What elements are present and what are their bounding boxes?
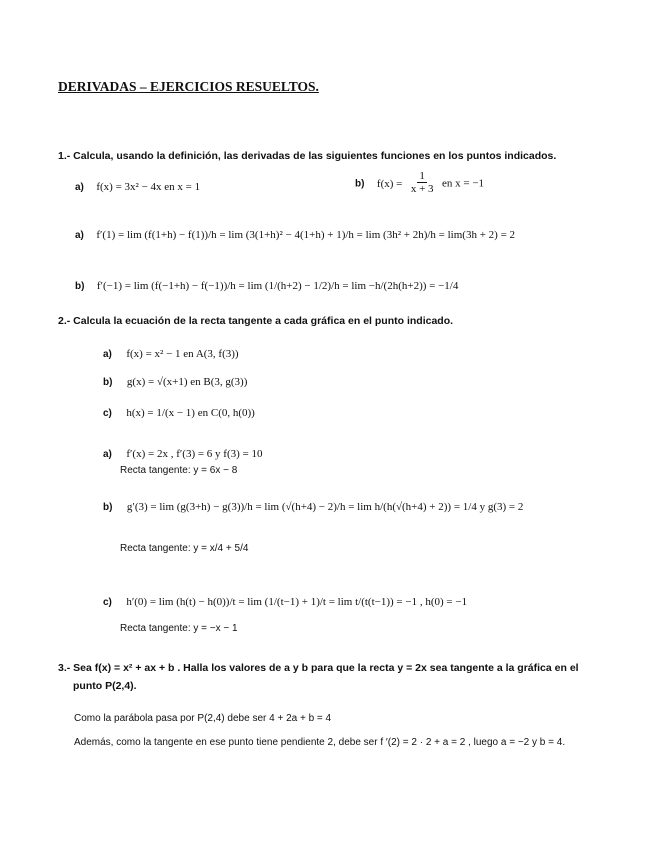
question-3-statement-line2: punto P(2,4). <box>73 680 137 692</box>
q1-solution-b <box>75 276 458 294</box>
question-3-statement-line1: 3.- Sea f(x) = x² + ax + b . Halla los valores de a y b para que la recta y = 2x sea tangente a la gráfica en el <box>58 662 579 674</box>
q2-tangent-b: Recta tangente: y = x/4 + 5/4 <box>120 543 249 554</box>
question-1-statement: 1.- Calcula, usando la definición, las derivadas de las siguientes funciones en los puntos indicados. <box>58 150 557 162</box>
q1-b-numerator: 1 <box>419 170 425 182</box>
q2-solution-a <box>103 444 263 462</box>
q1-b-label: b) <box>355 178 365 190</box>
q2-item-a <box>103 344 239 362</box>
q2-solution-c <box>103 592 467 610</box>
q1-sol-b-text: f′(−1) = lim (f(−1+h) − f(−1))/h = lim (1/(h+2) − 1/2)/h = lim −h/(2h(h+2)) = −1/4 <box>96 280 459 292</box>
q2-sol-a-text: f′(x) = 2x , f′(3) = 6 y f(3) = 10 <box>126 448 263 460</box>
q1-a-function: f(x) = 3x² − 4x en x = 1 <box>96 181 201 193</box>
q2-b-label: b) <box>103 377 113 388</box>
q2-sol-b-text: g′(3) = lim (g(3+h) − g(3))/h = lim (√(h+4) − 2)/h = lim h/(h(√(h+4) + 2)) = 1/4 y g(3) = 2 <box>126 501 524 513</box>
q2-a-label: a) <box>103 349 112 360</box>
q3-solution-line2: Además, como la tangente en ese punto tiene pendiente 2, debe ser f ′(2) = 2 · 2 + a = 2 , luego a = −2 y b = 4. <box>74 737 566 748</box>
question-2-statement: 2.- Calcula la ecuación de la recta tangente a cada gráfica en el punto indicado. <box>58 315 454 327</box>
q2-sol-b-label: b) <box>103 502 113 513</box>
q2-sol-c-label: c) <box>103 597 112 608</box>
q2-tangent-a: Recta tangente: y = 6x − 8 <box>120 465 238 476</box>
q2-b-text: g(x) = √(x+1) en B(3, g(3)) <box>126 376 248 388</box>
q2-item-c <box>103 403 255 421</box>
q2-c-label: c) <box>103 408 112 419</box>
q1-sol-b-label: b) <box>75 281 85 292</box>
q1-solution-a <box>75 225 515 243</box>
q2-a-text: f(x) = x² − 1 en A(3, f(3)) <box>126 348 239 360</box>
q3-solution-line1: Como la parábola pasa por P(2,4) debe ser 4 + 2a + b = 4 <box>74 713 332 724</box>
q1-item-b <box>355 170 484 195</box>
q2-sol-a-label: a) <box>103 449 112 460</box>
q2-item-b <box>103 372 247 390</box>
q2-c-text: h(x) = 1/(x − 1) en C(0, h(0)) <box>126 407 255 419</box>
q1-b-function-lhs: f(x) = <box>376 177 403 190</box>
q1-b-fraction <box>409 170 436 195</box>
q1-sol-a-text: f′(1) = lim (f(1+h) − f(1))/h = lim (3(1+h)² − 4(1+h) + 1)/h = lim (3h² + 2h)/h = lim(3h + 2) = 2 <box>96 229 516 241</box>
q1-b-denominator: x + 3 <box>410 183 434 195</box>
q1-item-a <box>75 177 200 195</box>
q2-sol-c-text: h′(0) = lim (h(t) − h(0))/t = lim (1/(t−1) + 1)/t = lim t/(t(t−1)) = −1 , h(0) = −1 <box>126 596 468 608</box>
q1-b-function-rhs: en x = −1 <box>441 177 485 190</box>
q1-a-label: a) <box>75 182 84 193</box>
q2-solution-b <box>103 497 523 515</box>
page-title: DERIVADAS – EJERCICIOS RESUELTOS. <box>58 79 319 94</box>
q1-sol-a-label: a) <box>75 230 84 241</box>
q2-tangent-c: Recta tangente: y = −x − 1 <box>120 623 238 634</box>
